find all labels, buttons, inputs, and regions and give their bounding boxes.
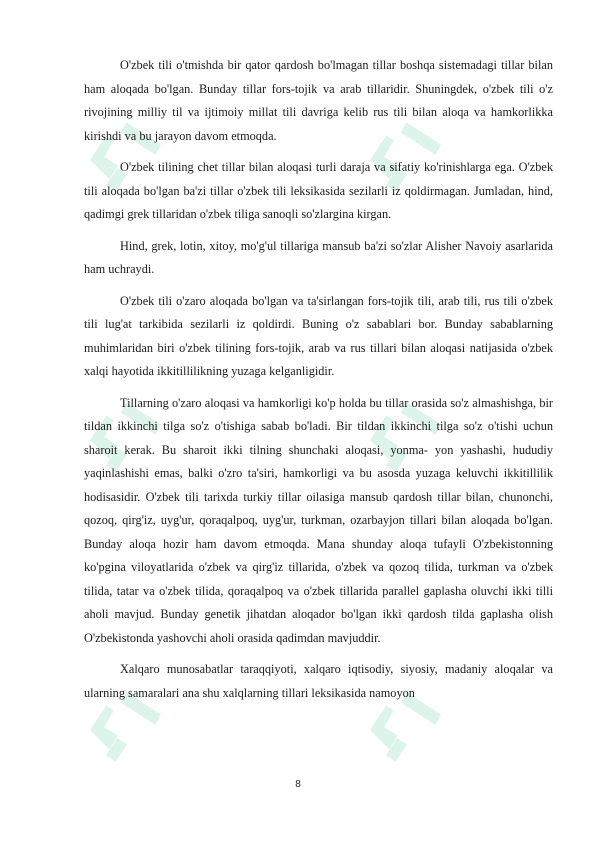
- paragraph: Tillarning o'zaro aloqasi va hamkorligi ko'p holda bu tillar orasida so'z almashishga, bir tildan ikkinchi tilga so'z o'tishiga sabab bo'ladi. Bir tildan ikkinchi tilga so'z o'tishi uchun sharoit kerak. Bu sharoit ikki tilning shunchaki aloqasi, yonma- yon yashashi, hududiy yaqinlashishi emas, balki o'zro ta'siri, hamkorligi va bu asosda yuzaga keluvchi ikkitillilik hodisasidir. O'zbek tili tarixda turkiy tillar oilasiga mansub qardosh tillar bilan, chunonchi, qozoq, qirg'iz, uyg'ur, qoraqalpoq, uyg'ur, turkman, ozarbayjon tillari bilan aloqada bo'lgan. Bunday aloqa hozir ham davom etmoqda. Mana shunday aloqa tufayli O'zbekistonning ko'pgina viloyatlarida o'zbek va qirg'iz tillarida, o'zbek va qozoq tilida, turkman va o'zbek tilida, tatar va o'zbek tilida, qoraqalpoq va o'zbek tillarida parallel gaplasha oluvchi ikki tilli aholi mavjud. Bunday genetik jihatdan aloqador bo'lgan ikki qardosh tilda gaplasha olish O'zbekistonda yashovchi aholi orasida qadimdan mavjuddir.: [84, 395, 553, 645]
- paragraph: O'zbek tilining chet tillar bilan aloqasi turli daraja va sifatiy ko'rinishlarga ega. O'zbek tili aloqada bo'lgan ba'zi tillar o'zbek tili leksikasida sezilarli iz qoldirmagan. Jumladan, hind, qadimgi grek tillaridan o'zbek tiliga sanoqli so'zlargina kirgan.: [84, 160, 553, 221]
- paragraph: O'zbek tili o'tmishda bir qator qardosh bo'lmagan tillar boshqa sistemadagi tillar bilan ham aloqada bo'lgan. Bunday tillar fors-tojik va arab tillaridir. Shuningdek, o'zbek tili o'z rivojining milliy til va ijtimoiy millat tili davriga kelib rus tili bilan aloqa va hamkorlikka kirishdi va bu jarayon davom etmoqda.: [84, 58, 553, 143]
- paragraph: O'zbek tili o'zaro aloqada bo'lgan va ta'sirlangan fors-tojik tili, arab tili, rus tili o'zbek tili lug'at tarkibida sezilarli iz qoldirdi. Buning o'z sabablari bor. Bunday sabablarning muhimlaridan biri o'zbek tilining fors-tojik, arab va rus tillari bilan aloqasi natijasida o'zbek xalqi hayotida ikkitillilikning yuzaga kelganligidir.: [84, 293, 553, 378]
- page-number: 8: [295, 779, 301, 790]
- paragraph: Xalqaro munosabatlar taraqqiyoti, xalqaro iqtisodiy, siyosiy, madaniy aloqalar va ularning samaralari ana shu xalqlarning tillari leksikasida namoyon: [84, 662, 553, 700]
- paragraph: Hind, grek, lotin, xitoy, mo'g'ul tillariga mansub ba'zi so'zlar Alisher Navoiy asarlarida ham uchraydi.: [84, 238, 553, 276]
- document-body: [84, 54, 553, 713]
